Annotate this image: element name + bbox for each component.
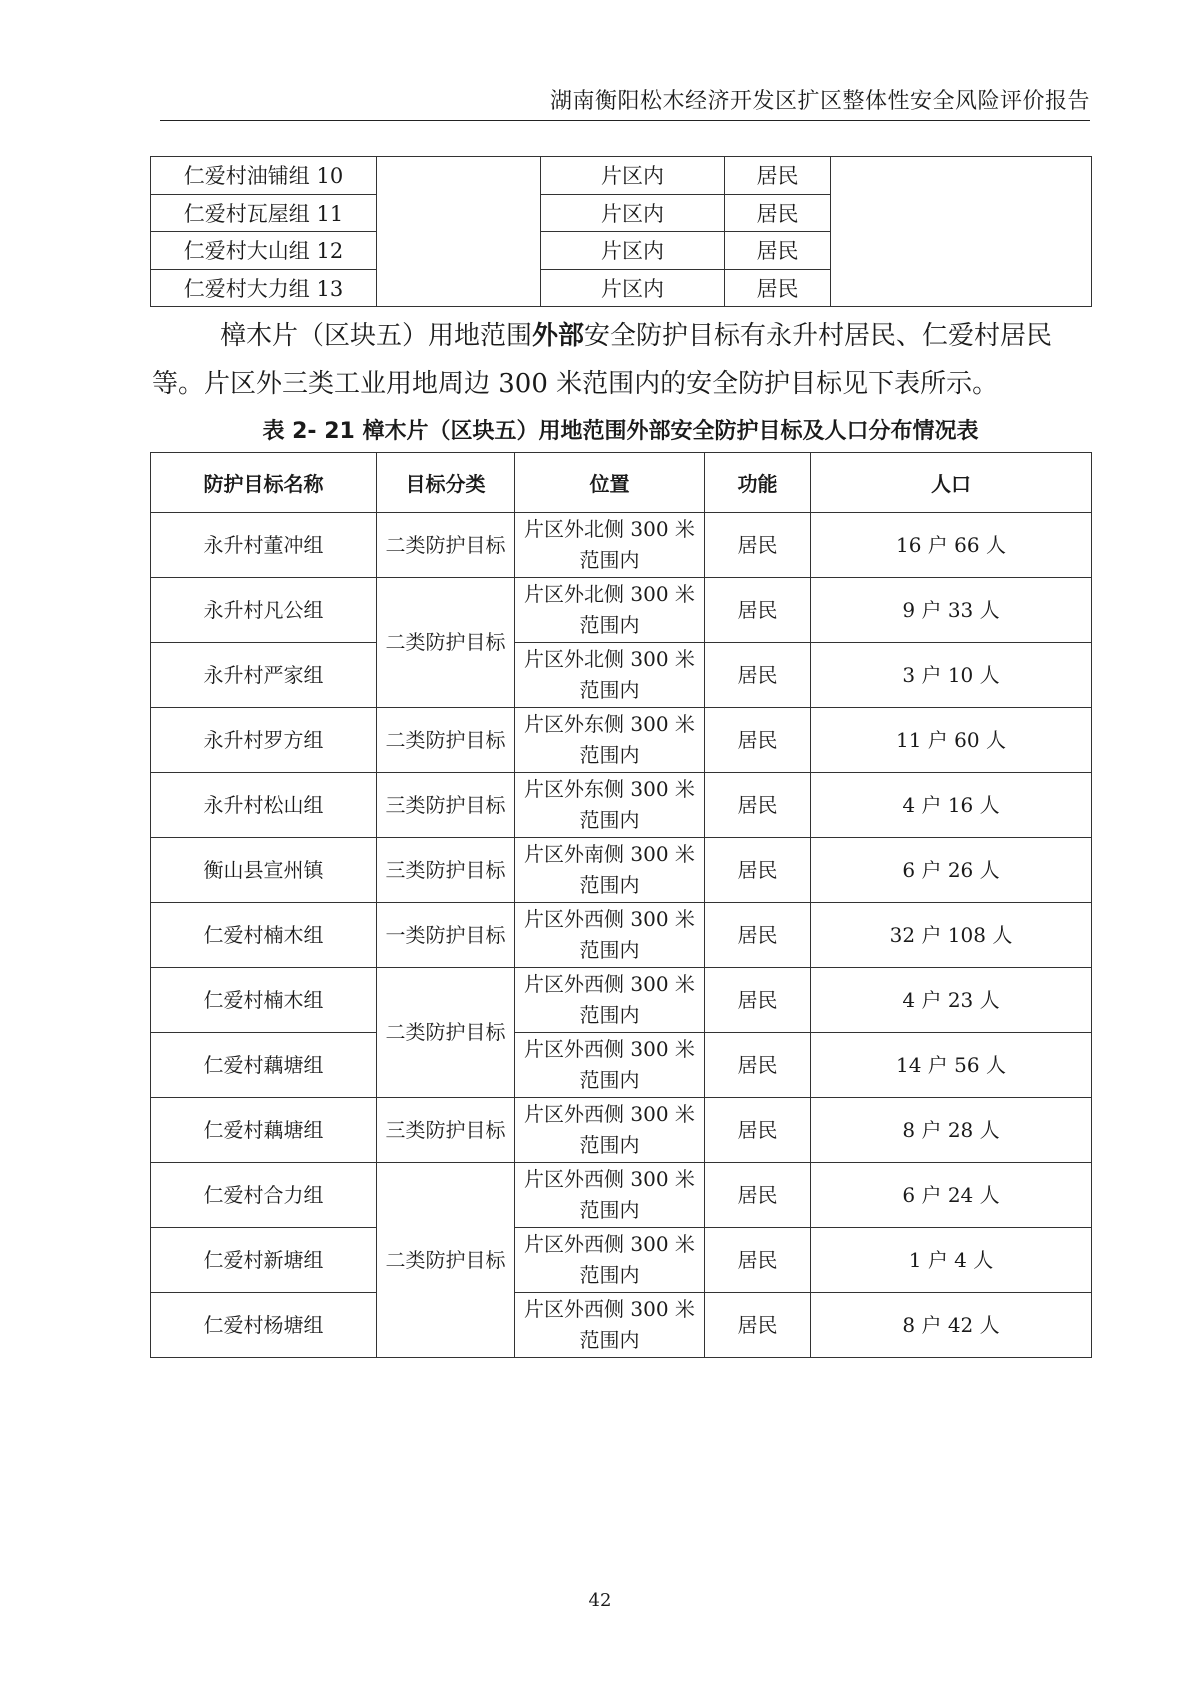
location-cell: 片区内	[541, 157, 725, 195]
target-name-cell: 永升村凡公组	[151, 578, 377, 643]
target-name-cell: 永升村董冲组	[151, 513, 377, 578]
population-cell: 6 户 24 人	[811, 1163, 1092, 1228]
table-row	[151, 643, 1092, 708]
function-cell: 居民	[725, 194, 831, 232]
location-cell: 片区外东侧 300 米范围内	[515, 708, 705, 773]
function-cell: 居民	[705, 513, 811, 578]
function-cell: 居民	[705, 643, 811, 708]
population-cell: 8 户 28 人	[811, 1098, 1092, 1163]
population-cell: 8 户 42 人	[811, 1293, 1092, 1358]
location-cell: 片区外西侧 300 米范围内	[515, 1228, 705, 1293]
table-row	[151, 708, 1092, 773]
target-name-cell: 永升村严家组	[151, 643, 377, 708]
location-cell: 片区外北侧 300 米范围内	[515, 513, 705, 578]
function-cell: 居民	[705, 1033, 811, 1098]
target-name-cell: 仁爱村楠木组	[151, 903, 377, 968]
location-cell: 片区外西侧 300 米范围内	[515, 903, 705, 968]
population-cell: 4 户 16 人	[811, 773, 1092, 838]
location-cell: 片区内	[541, 232, 725, 270]
target-name-cell: 仁爱村楠木组	[151, 968, 377, 1033]
location-cell: 片区外西侧 300 米范围内	[515, 1033, 705, 1098]
population-cell: 4 户 23 人	[811, 968, 1092, 1033]
table-row	[151, 1163, 1092, 1228]
page-number: 42	[588, 1590, 612, 1611]
protection-target-table	[150, 452, 1092, 1358]
population-cell: 32 户 108 人	[811, 903, 1092, 968]
header-name: 防护目标名称	[151, 453, 377, 513]
target-name-cell: 永升村罗方组	[151, 708, 377, 773]
function-cell: 居民	[705, 1163, 811, 1228]
function-cell: 居民	[705, 1228, 811, 1293]
category-cell: 二类防护目标	[377, 708, 515, 773]
target-name-cell: 衡山县宣州镇	[151, 838, 377, 903]
header-population: 人口	[811, 453, 1092, 513]
function-cell: 居民	[705, 838, 811, 903]
page-header: 湖南衡阳松木经济开发区扩区整体性安全风险评价报告	[549, 89, 1090, 114]
target-name-cell: 仁爱村油铺组 10	[151, 157, 377, 195]
table-row	[151, 838, 1092, 903]
header-location: 位置	[515, 453, 705, 513]
category-cell: 三类防护目标	[377, 773, 515, 838]
table-header-row	[151, 453, 1092, 513]
category-cell: 三类防护目标	[377, 838, 515, 903]
target-name-cell: 仁爱村大力组 13	[151, 269, 377, 307]
function-cell: 居民	[725, 157, 831, 195]
target-name-cell: 仁爱村杨塘组	[151, 1293, 377, 1358]
category-cell	[377, 157, 541, 307]
population-cell	[831, 157, 1092, 307]
target-name-cell: 仁爱村藕塘组	[151, 1033, 377, 1098]
target-name-cell: 仁爱村新塘组	[151, 1228, 377, 1293]
table-row	[151, 578, 1092, 643]
table-row	[151, 1033, 1092, 1098]
function-cell: 居民	[725, 232, 831, 270]
function-cell: 居民	[705, 1293, 811, 1358]
location-cell: 片区外东侧 300 米范围内	[515, 773, 705, 838]
table-row	[151, 1293, 1092, 1358]
location-cell: 片区外南侧 300 米范围内	[515, 838, 705, 903]
table-row	[151, 1098, 1092, 1163]
category-cell: 二类防护目标	[377, 513, 515, 578]
paragraph-bold-text: 外部	[532, 321, 585, 351]
location-cell: 片区外西侧 300 米范围内	[515, 1098, 705, 1163]
paragraph-text-before: 樟木片（区块五）用地范围	[220, 321, 533, 351]
header-function: 功能	[705, 453, 811, 513]
function-cell: 居民	[705, 578, 811, 643]
population-cell: 9 户 33 人	[811, 578, 1092, 643]
category-cell: 二类防护目标	[377, 578, 515, 708]
function-cell: 居民	[725, 269, 831, 307]
target-name-cell: 仁爱村瓦屋组 11	[151, 194, 377, 232]
table-row	[151, 1228, 1092, 1293]
category-cell: 二类防护目标	[377, 1163, 515, 1358]
function-cell: 居民	[705, 773, 811, 838]
function-cell: 居民	[705, 708, 811, 773]
location-cell: 片区外西侧 300 米范围内	[515, 1163, 705, 1228]
continued-table	[150, 156, 1092, 307]
header-rule	[160, 120, 1090, 121]
category-cell: 三类防护目标	[377, 1098, 515, 1163]
header-category: 目标分类	[377, 453, 515, 513]
target-name-cell: 仁爱村藕塘组	[151, 1098, 377, 1163]
category-cell: 二类防护目标	[377, 968, 515, 1098]
location-cell: 片区外北侧 300 米范围内	[515, 578, 705, 643]
table-row	[151, 773, 1092, 838]
category-cell: 一类防护目标	[377, 903, 515, 968]
location-cell: 片区外西侧 300 米范围内	[515, 1293, 705, 1358]
table-row	[151, 968, 1092, 1033]
table-caption: 表 2- 21 樟木片（区块五）用地范围外部安全防护目标及人口分布情况表	[262, 419, 979, 444]
population-cell: 3 户 10 人	[811, 643, 1092, 708]
population-cell: 14 户 56 人	[811, 1033, 1092, 1098]
population-cell: 1 户 4 人	[811, 1228, 1092, 1293]
location-cell: 片区外西侧 300 米范围内	[515, 968, 705, 1033]
function-cell: 居民	[705, 968, 811, 1033]
table-row	[151, 513, 1092, 578]
location-cell: 片区外北侧 300 米范围内	[515, 643, 705, 708]
table-row	[151, 903, 1092, 968]
paragraph-text-after: 安全防护目标有永升村居民、仁爱村居民等。片区外三类工业用地周边 300 米范围内的安全防护目标见下表所示。	[152, 321, 1053, 399]
population-cell: 11 户 60 人	[811, 708, 1092, 773]
function-cell: 居民	[705, 903, 811, 968]
target-name-cell: 永升村松山组	[151, 773, 377, 838]
table-row	[151, 157, 1092, 195]
location-cell: 片区内	[541, 194, 725, 232]
target-name-cell: 仁爱村大山组 12	[151, 232, 377, 270]
function-cell: 居民	[705, 1098, 811, 1163]
target-name-cell: 仁爱村合力组	[151, 1163, 377, 1228]
body-paragraph	[152, 312, 1092, 408]
population-cell: 16 户 66 人	[811, 513, 1092, 578]
population-cell: 6 户 26 人	[811, 838, 1092, 903]
location-cell: 片区内	[541, 269, 725, 307]
